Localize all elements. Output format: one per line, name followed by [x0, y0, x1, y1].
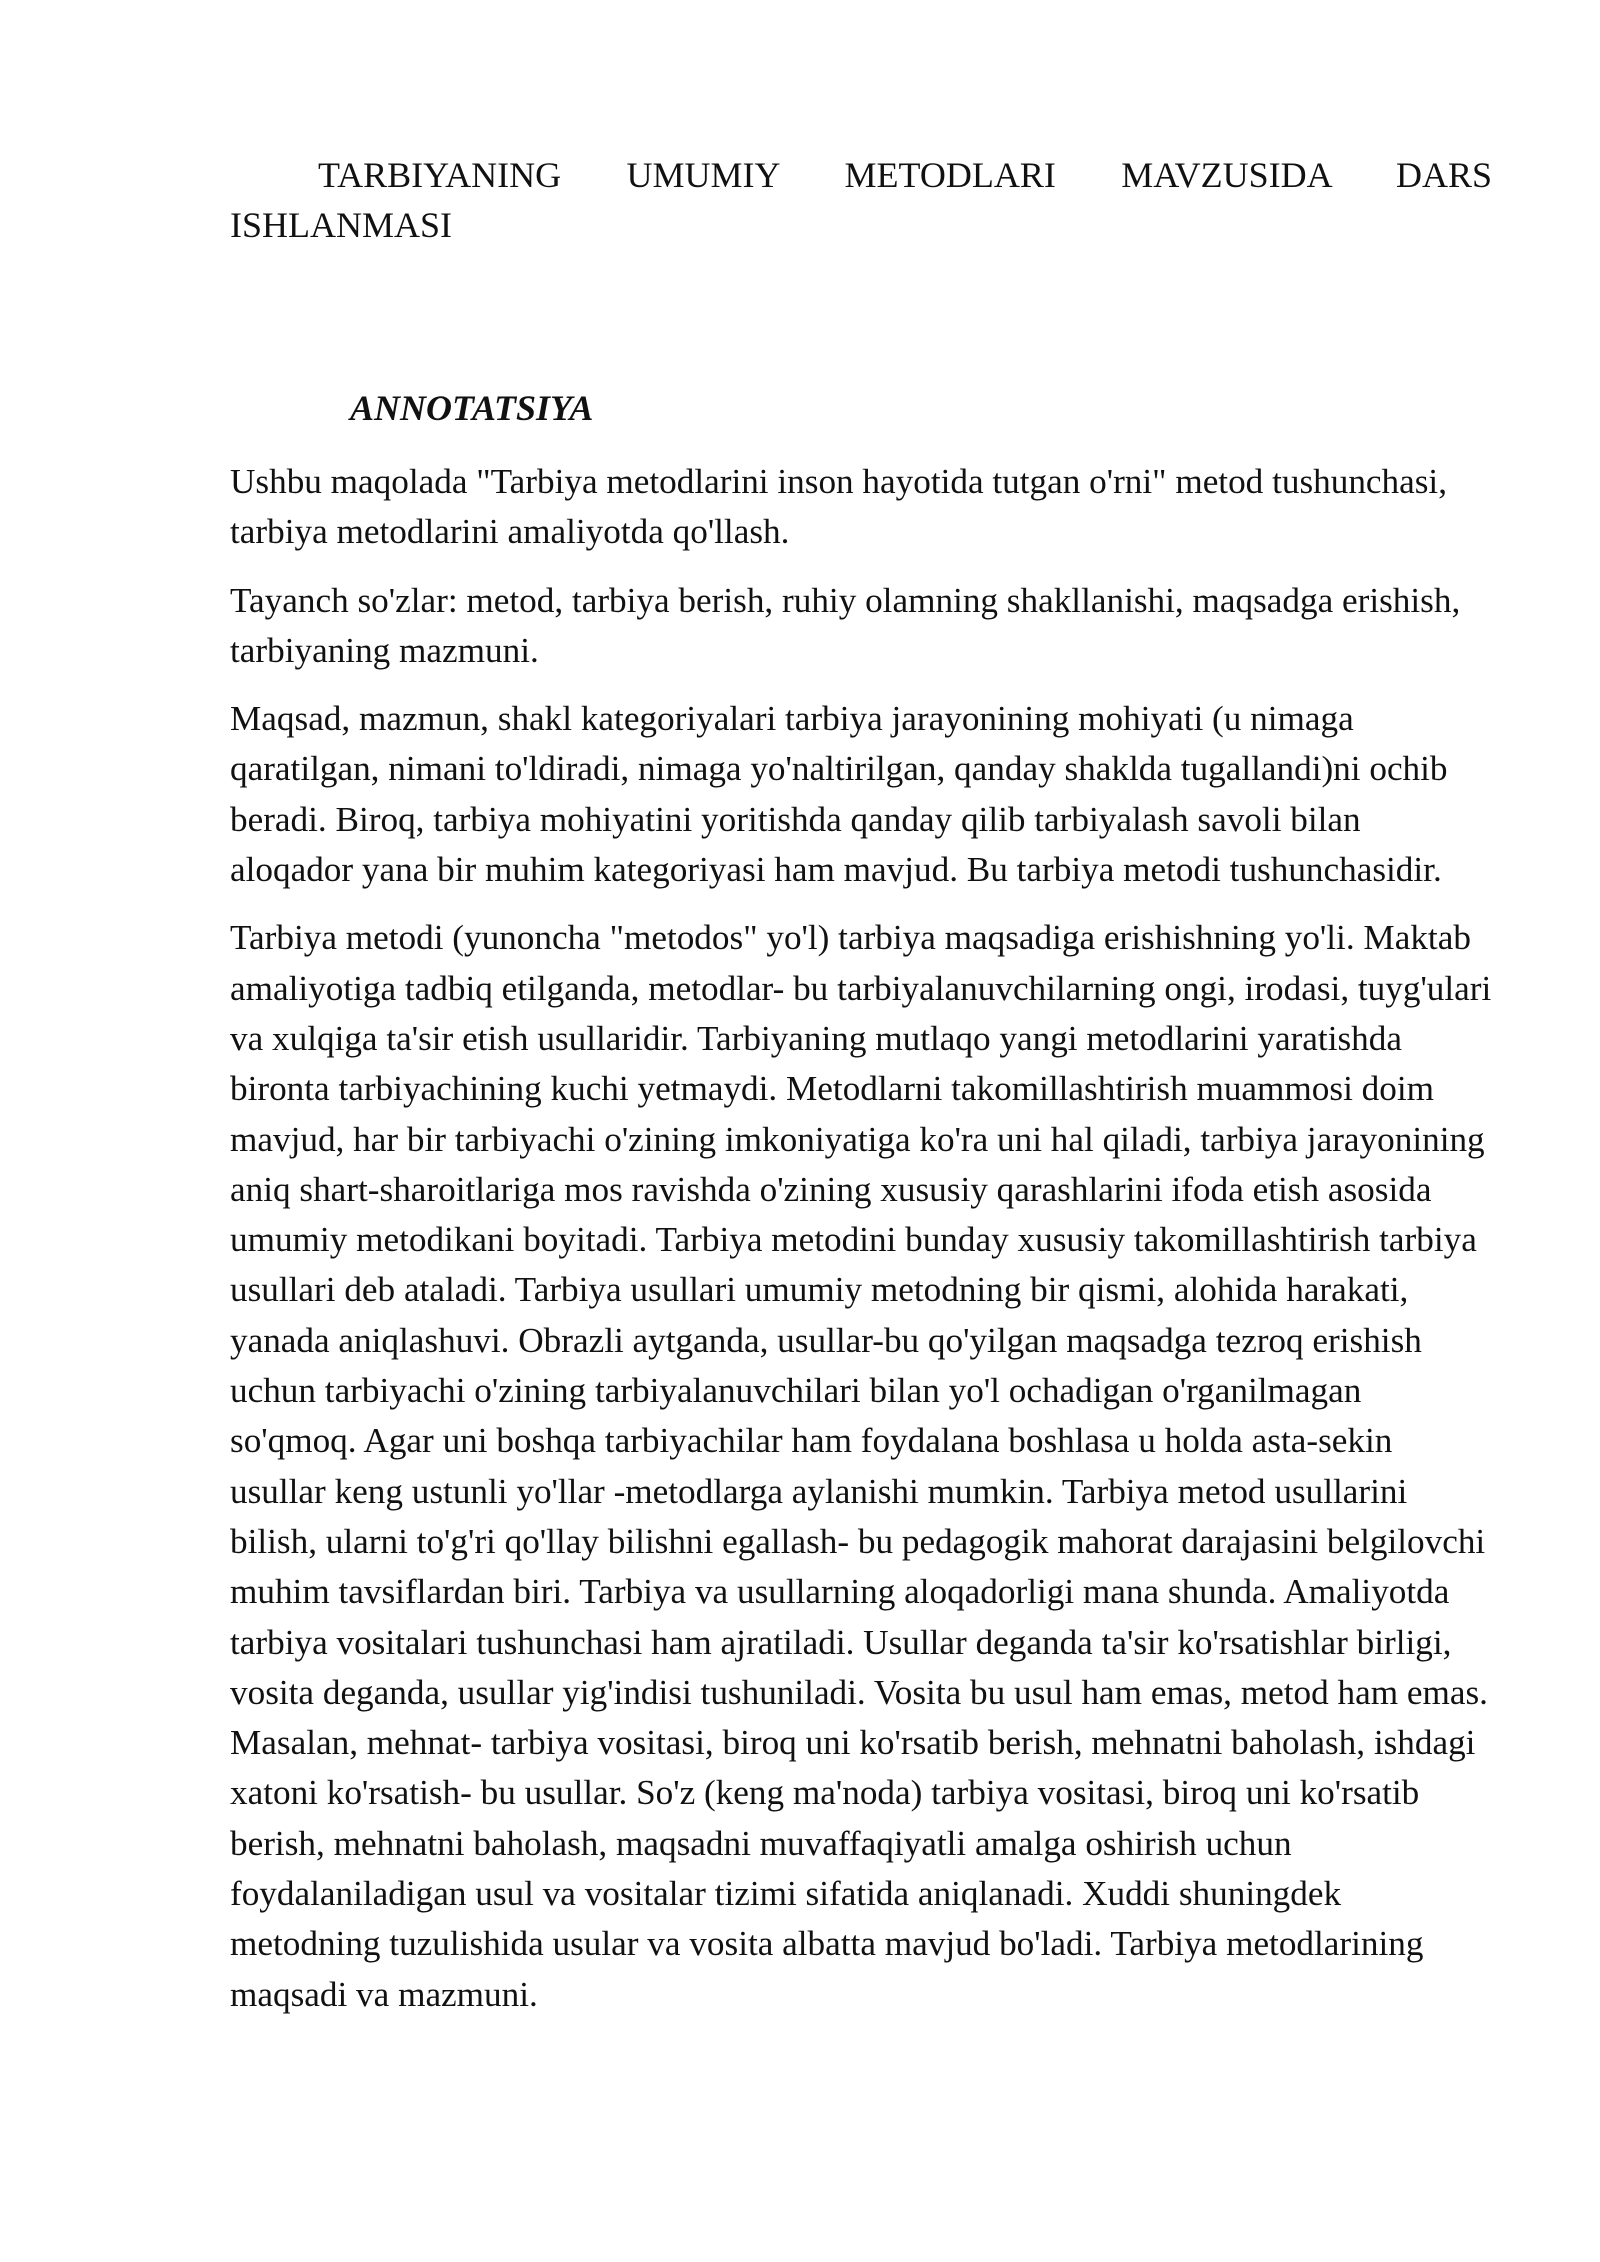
document-title: TARBIYANING UMUMIY METODLARI MAVZUSIDA DARS ISHLANMASI [230, 155, 1492, 245]
document-body [230, 150, 1492, 2020]
keywords-paragraph: Tayanch so'zlar: metod, tarbiya berish, ruhiy olamning shakllanishi, maqsadga erishish, tarbiyaning mazmuni. [230, 580, 1461, 670]
annotation-heading: ANNOTATSIYA [350, 388, 594, 428]
annotation-paragraph: Ushbu maqolada "Tarbiya metodlarini inson hayotida tutgan o'rni" metod tushunchasi, tarbiya metodlarini amaliyotda qo'llash. [230, 462, 1448, 552]
body-paragraph-intro: Maqsad, mazmun, shakl kategoriyalari tarbiya jarayonining mohiyati (u nimaga qaratilgan, nimani to'ldiradi, nimaga yo'naltirilgan, qanday shaklda tugallandi)ni ochib beradi. Biroq, tarbiya mohiyatini yoritishda qanday qilib tarbiyalash savoli bilan aloqador yana bir muhim kategoriyasi ham mavjud. Bu tarbiya metodi tushunchasidir. [230, 699, 1448, 890]
body-paragraph-main: Tarbiya metodi (yunoncha "metodos" yo'l) tarbiya maqsadiga erishishning yo'li. Maktab amaliyotiga tadbiq etilganda, metodlar- bu tarbiyalanuvchilarning ongi, irodasi, tuyg'ulari va xulqiga ta'sir etish usullaridir. Tarbiyaning mutlaqo yangi metodlarini yaratishda bironta tarbiyachining kuchi yetmaydi. Metodlarni takomillashtirish muammosi doim mavjud, har bir tarbiyachi o'zining imkoniyatiga ko'ra uni hal qiladi, tarbiya jarayonining aniq shart-sharoitlariga mos ravishda o'zining xususiy qarashlarini ifoda etish asosida umumiy metodikani boyitadi. Tarbiya metodini bunday xususiy takomillashtirish tarbiya usullari deb ataladi. Tarbiya usullari umumiy metodning bir qismi, alohida harakati, yanada aniqlashuvi. Obrazli aytganda, usullar-bu qo'yilgan maqsadga tezroq erishish uchun tarbiyachi o'zining tarbiyalanuvchilari bilan yo'l ochadigan o'rganilmagan so'qmoq. Agar uni boshqa tarbiyachilar ham foydalana boshlasa u holda asta-sekin usullar keng ustunli yo'llar -metodlarga aylanishi mumkin. Tarbiya metod usullarini bilish, ularni to'g'ri qo'llay bilishni egallash- bu pedagogik mahorat darajasini belgilovchi muhim tavsiflardan biri. Tarbiya va usullarning aloqadorligi mana shunda. Amaliyotda tarbiya vositalari tushunchasi ham ajratiladi. Usullar deganda ta'sir ko'rsatishlar birligi, vosita deganda, usullar yig'indisi tushuniladi. Vosita bu usul ham emas, metod ham emas. Masalan, mehnat- tarbiya vositasi, biroq uni ko'rsatib berish, mehnatni baholash, ishdagi xatoni ko'rsatish- bu usullar. So'z (keng ma'noda) tarbiya vositasi, biroq uni ko'rsatib berish, mehnatni baholash, maqsadni muvaffaqiyatli amalga oshirish uchun foydalaniladigan usul va vositalar tizimi sifatida aniqlanadi. Xuddi shuningdek metodning tuzulishida usular va vosita albatta mavjud bo'ladi. Tarbiya metodlarining maqsadi va mazmuni. [230, 918, 1492, 2014]
